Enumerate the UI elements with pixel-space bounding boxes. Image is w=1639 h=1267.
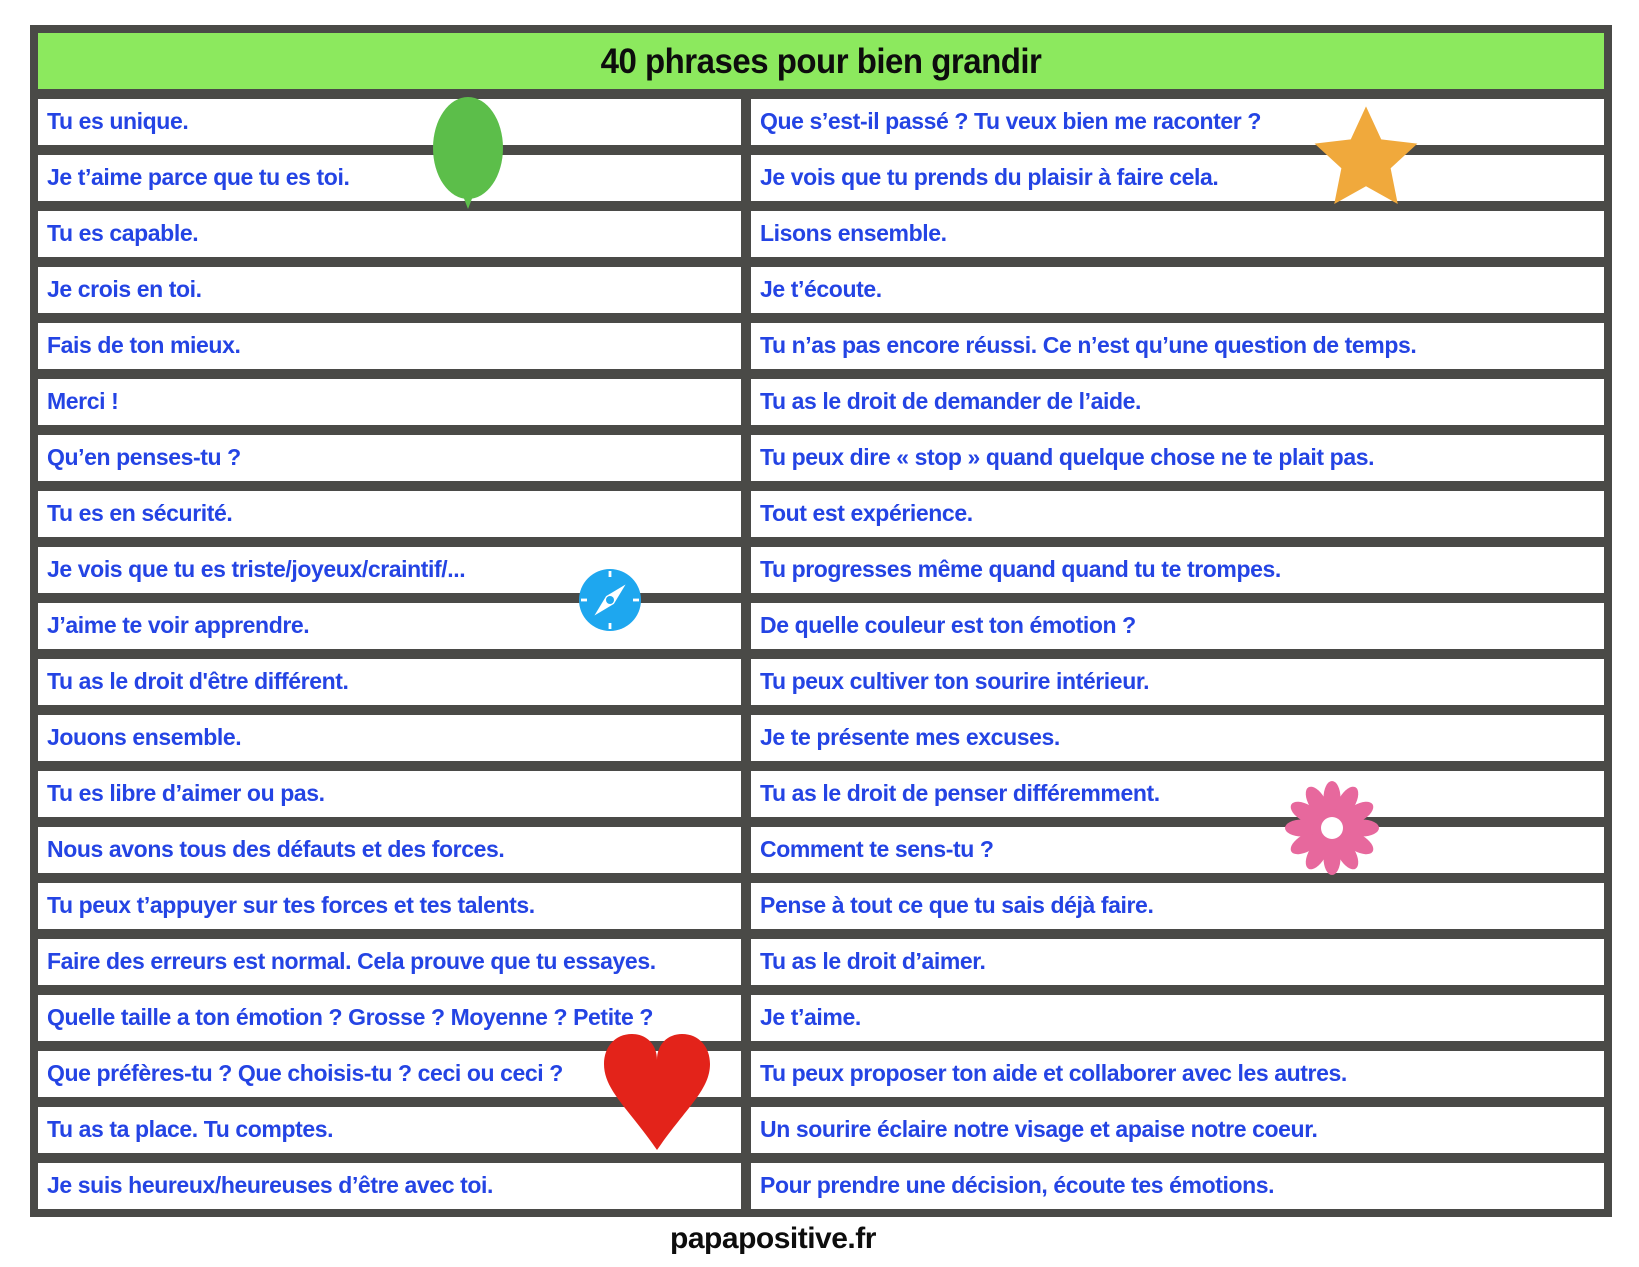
phrase-cell: Je vois que tu prends du plaisir à faire cela. bbox=[751, 155, 1604, 202]
phrase-cell: Tu as le droit de demander de l’aide. bbox=[751, 379, 1604, 426]
phrase-cell: Que préfères-tu ? Que choisis-tu ? ceci ou ceci ? bbox=[38, 1051, 741, 1098]
phrase-cell: Merci ! bbox=[38, 379, 741, 426]
phrase-cell: Je te présente mes excuses. bbox=[751, 715, 1604, 762]
phrase-cell: J’aime te voir apprendre. bbox=[38, 603, 741, 650]
phrase-cell: Nous avons tous des défauts et des forces. bbox=[38, 827, 741, 874]
phrase-cell: Jouons ensemble. bbox=[38, 715, 741, 762]
phrase-cell: Tu as ta place. Tu comptes. bbox=[38, 1107, 741, 1154]
phrase-cell: Je vois que tu es triste/joyeux/craintif/... bbox=[38, 547, 741, 594]
heart-icon bbox=[598, 1026, 716, 1158]
phrase-cell: Tu peux cultiver ton sourire intérieur. bbox=[751, 659, 1604, 706]
compass-icon bbox=[578, 568, 642, 632]
star-icon bbox=[1312, 104, 1420, 208]
phrase-cell: Comment te sens-tu ? bbox=[751, 827, 1604, 874]
phrase-cell: Tu as le droit de penser différemment. bbox=[751, 771, 1604, 818]
phrase-cell: Tu es libre d’aimer ou pas. bbox=[38, 771, 741, 818]
phrase-cell: Pense à tout ce que tu sais déjà faire. bbox=[751, 883, 1604, 930]
phrase-cell: Pour prendre une décision, écoute tes émotions. bbox=[751, 1163, 1604, 1210]
phrase-cell: Tu progresses même quand quand tu te trompes. bbox=[751, 547, 1604, 594]
phrase-cell: Un sourire éclaire notre visage et apaise notre coeur. bbox=[751, 1107, 1604, 1154]
phrase-cell: Tout est expérience. bbox=[751, 491, 1604, 538]
phrase-cell: Fais de ton mieux. bbox=[38, 323, 741, 370]
phrase-cell: Quelle taille a ton émotion ? Grosse ? Moyenne ? Petite ? bbox=[38, 995, 741, 1042]
balloon-icon bbox=[424, 96, 512, 218]
phrase-cell: De quelle couleur est ton émotion ? bbox=[751, 603, 1604, 650]
phrase-cell: Lisons ensemble. bbox=[751, 211, 1604, 258]
phrase-cell: Je t’aime parce que tu es toi. bbox=[38, 155, 741, 202]
phrase-cell: Je suis heureux/heureuses d’être avec toi. bbox=[38, 1163, 741, 1210]
phrase-cell: Tu peux proposer ton aide et collaborer avec les autres. bbox=[751, 1051, 1604, 1098]
phrase-cell: Tu es capable. bbox=[38, 211, 741, 258]
phrase-cell: Tu es unique. bbox=[38, 99, 741, 146]
phrase-cell: Qu’en penses-tu ? bbox=[38, 435, 741, 482]
phrase-cell: Tu peux dire « stop » quand quelque chose ne te plait pas. bbox=[751, 435, 1604, 482]
phrase-cell: Tu n’as pas encore réussi. Ce n’est qu’une question de temps. bbox=[751, 323, 1604, 370]
phrase-cell: Tu as le droit d’aimer. bbox=[751, 939, 1604, 986]
page-title: 40 phrases pour bien grandir bbox=[600, 40, 1042, 81]
phrase-cell: Tu as le droit d'être différent. bbox=[38, 659, 741, 706]
table-header bbox=[38, 33, 1604, 89]
site-credit: papapositive.fr bbox=[670, 1222, 876, 1255]
flower-icon bbox=[1284, 780, 1380, 876]
phrase-cell: Je t’écoute. bbox=[751, 267, 1604, 314]
phrase-cell: Faire des erreurs est normal. Cela prouve que tu essayes. bbox=[38, 939, 741, 986]
phrase-cell: Que s’est-il passé ? Tu veux bien me raconter ? bbox=[751, 99, 1604, 146]
phrase-cell: Tu peux t’appuyer sur tes forces et tes talents. bbox=[38, 883, 741, 930]
phrase-cell: Je t’aime. bbox=[751, 995, 1604, 1042]
phrase-cell: Je crois en toi. bbox=[38, 267, 741, 314]
phrase-cell: Tu es en sécurité. bbox=[38, 491, 741, 538]
